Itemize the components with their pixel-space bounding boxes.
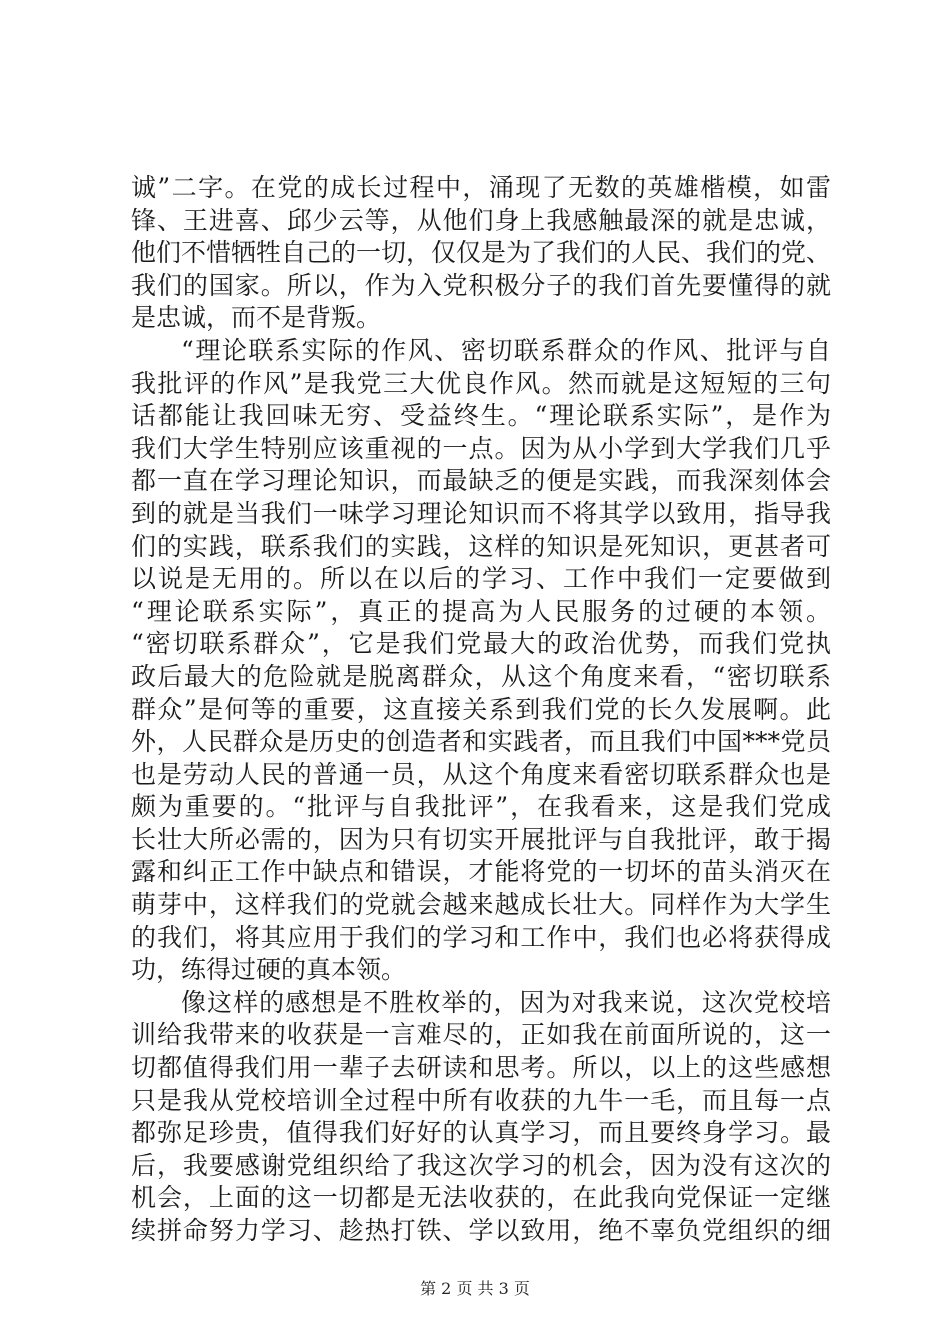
text-line: 我们的国家。所以，作为入党积极分子的我们首先要懂得的就	[131, 270, 831, 300]
text-line: 都弥足珍贵，值得我们好好的认真学习，而且要终身学习。最	[131, 1118, 831, 1148]
text-line: 到的就是当我们一味学习理论知识而不将其学以致用，指导我	[131, 498, 831, 528]
document-body	[131, 172, 831, 1248]
text-line: “密切联系群众”，它是我们党最大的政治优势，而我们党执	[131, 629, 831, 659]
text-line: 颇为重要的。“批评与自我批评”，在我看来，这是我们党成	[131, 792, 831, 822]
text-line: 们的实践，联系我们的实践，这样的知识是死知识，更甚者可	[131, 531, 831, 561]
text-line: 长壮大所必需的，因为只有切实开展批评与自我批评，敢于揭	[131, 824, 831, 854]
text-line: 后，我要感谢党组织给了我这次学习的机会，因为没有这次的	[131, 1150, 831, 1180]
text-line: 他们不惜牺牲自己的一切，仅仅是为了我们的人民、我们的党、	[131, 238, 831, 268]
text-line: 政后最大的危险就是脱离群众，从这个角度来看，“密切联系	[131, 661, 831, 691]
text-line: 我们大学生特别应该重视的一点。因为从小学到大学我们几乎	[131, 433, 831, 463]
page-number-footer: 第 2 页 共 3 页	[420, 1279, 530, 1298]
text-line: 只是我从党校培训全过程中所有收获的九牛一毛，而且每一点	[131, 1085, 831, 1115]
text-line: 的我们，将其应用于我们的学习和工作中，我们也必将获得成	[131, 922, 831, 952]
text-line: 锋、王进喜、邱少云等，从他们身上我感触最深的就是忠诚，	[131, 205, 831, 235]
paragraph-start-line: “理论联系实际的作风、密切联系群众的作风、批评与自	[181, 335, 831, 365]
text-line: 话都能让我回味无穷、受益终生。“理论联系实际”，是作为	[131, 401, 831, 431]
text-line: 萌芽中，这样我们的党就会越来越成长壮大。同样作为大学生	[131, 890, 831, 920]
text-line: 群众”是何等的重要，这直接关系到我们党的长久发展啊。此	[131, 694, 831, 724]
text-line: 切都值得我们用一辈子去研读和思考。所以，以上的这些感想	[131, 1053, 831, 1083]
text-line: 以说是无用的。所以在以后的学习、工作中我们一定要做到	[131, 564, 831, 594]
text-line: 诚”二字。在党的成长过程中，涌现了无数的英雄楷模，如雷	[131, 173, 831, 202]
text-line: 机会，上面的这一切都是无法收获的，在此我向党保证一定继	[131, 1183, 831, 1213]
text-line: 功，练得过硬的真本领。	[131, 955, 407, 985]
paragraph-start-line: 像这样的感想是不胜枚举的，因为对我来说，这次党校培	[181, 987, 831, 1017]
text-line: 续拼命努力学习、趁热打铁、学以致用，绝不辜负党组织的细	[131, 1216, 831, 1245]
text-line: 是忠诚，而不是背叛。	[131, 303, 382, 333]
text-line: 也是劳动人民的普通一员，从这个角度来看密切联系群众也是	[131, 759, 831, 789]
text-line: 训给我带来的收获是一言难尽的，正如我在前面所说的，这一	[131, 1020, 831, 1050]
text-line: 都一直在学习理论知识，而最缺乏的便是实践，而我深刻体会	[131, 466, 831, 496]
text-line: 露和纠正工作中缺点和错误，才能将党的一切坏的苗头消灭在	[131, 857, 831, 887]
text-line: 外，人民群众是历史的创造者和实践者，而且我们中国***党员	[131, 727, 831, 757]
text-line: 我批评的作风”是我党三大优良作风。然而就是这短短的三句	[131, 368, 831, 398]
text-line: “理论联系实际”，真正的提高为人民服务的过硬的本领。	[131, 596, 831, 626]
